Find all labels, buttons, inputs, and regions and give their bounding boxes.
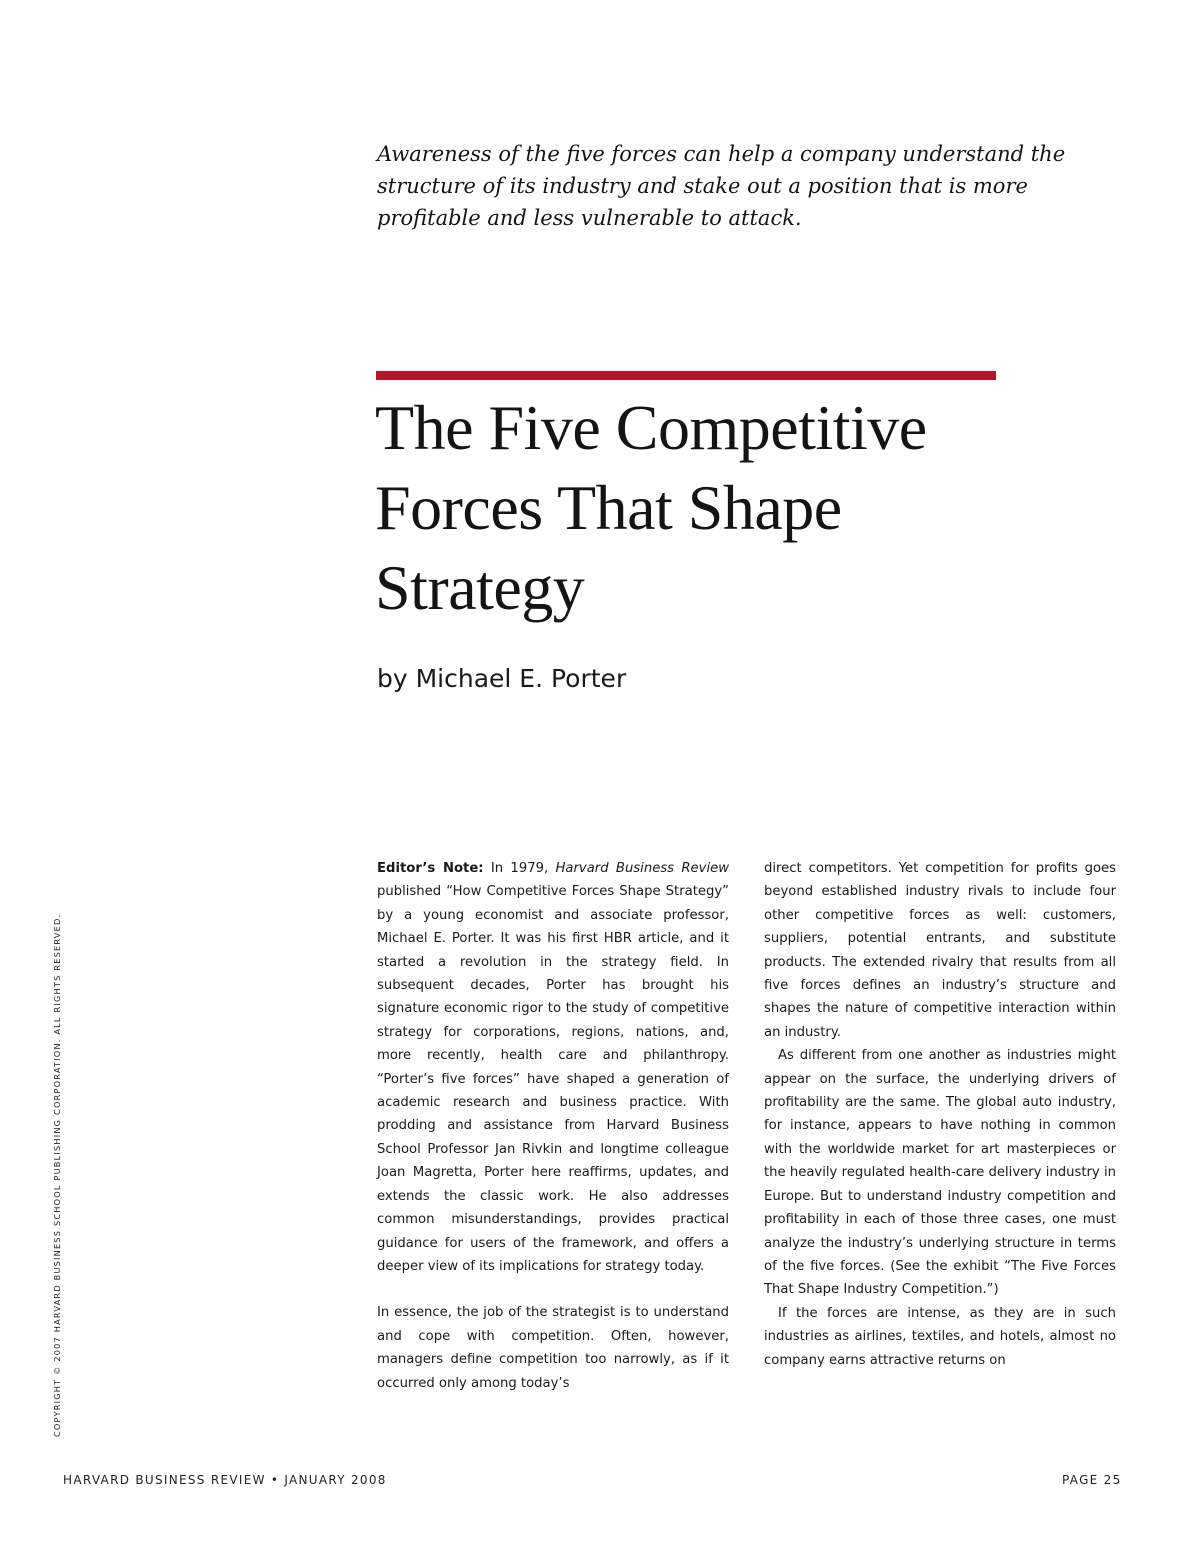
byline: by Michael E. Porter [377, 664, 627, 693]
title-line: Forces That Shape [375, 472, 842, 543]
left-column [377, 857, 729, 1395]
article-title [375, 388, 1075, 628]
body-paragraph: If the forces are intense, as they are in such industries as airlines, textiles, and hotels, almost no company earns attractive returns on [764, 1305, 1116, 1368]
body-paragraph: As different from one another as industries might appear on the surface, the underlying drivers of profitability are the same. The global auto industry, for instance, appears to have nothing in common with the worldwide market for art masterpieces or the heavily regulated health-care delivery industry in Europe. But to understand industry competition and profitability in each of those three cases, one must analyze the industry’s underlying structure in terms of the five forces. (See the exhibit “The Five Forces That Shape Industry Competition.”) [764, 1048, 1116, 1298]
footer-publication: HARVARD BUSINESS REVIEW • JANUARY 2008 [63, 1473, 387, 1487]
body-paragraph: direct competitors. Yet competition for profits goes beyond established industry rivals to include four other competitive forces as well: customers, suppliers, potential entrants, and substitute products. The extended rivalry that results from all five forces defines an industry’s structure and shapes the nature of competitive interaction within an industry. [764, 861, 1116, 1040]
title-rule [376, 371, 996, 380]
copyright-notice: COPYRIGHT © 2007 HARVARD BUSINESS SCHOOL PUBLISHING CORPORATION. ALL RIGHTS RESERVED. [52, 913, 62, 1437]
title-line: Strategy [375, 552, 585, 623]
editors-note-label: Editor’s Note: [377, 861, 484, 876]
editors-note [377, 857, 729, 1278]
editors-note-body: published “How Competitive Forces Shape Strategy” by a young economist and associate professor, Michael E. Porter. It was his first HBR article, and it started a revolution in the strategy field. In subsequent decades, Porter has brought his signature economic rigor to the study of competitive strategy for corporations, regions, nations, and, more recently, health care and philanthropy. “Porter’s five forces” have shaped a generation of academic research and business practice. With prodding and assistance from Harvard Business School Professor Jan Rivkin and longtime colleague Joan Magretta, Porter here reaffirms, updates, and extends the classic work. He also addresses common misunderstandings, provides practical guidance for users of the framework, and offers a deeper view of its implications for strategy today. [377, 884, 729, 1274]
article-deck: Awareness of the five forces can help a company understand the structure of its industry and stake out a position that is more profitable and less vulnerable to attack. [377, 142, 1066, 230]
magazine-name: Harvard Business Review [555, 861, 730, 876]
body-paragraph: In essence, the job of the strategist is to understand and cope with competition. Often, however, managers define competition too narrowly, as if it occurred only among today’s [377, 1305, 729, 1391]
right-column [764, 857, 1116, 1372]
title-line: The Five Competitive [375, 392, 927, 463]
footer-page-number: PAGE 25 [1062, 1473, 1122, 1487]
editors-note-lead: In 1979, [483, 861, 556, 876]
